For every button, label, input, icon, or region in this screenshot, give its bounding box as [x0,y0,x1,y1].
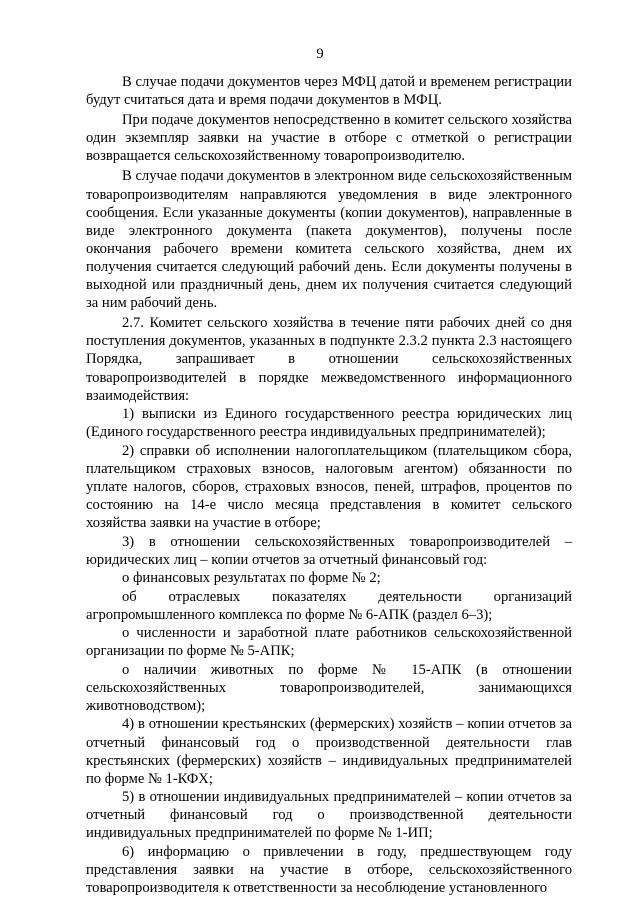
paragraph-mfc-registration: В случае подачи документов через МФЦ датой и временем регистрации будут считаться дата и время подачи документов в МФЦ. [86,74,572,109]
list-item-6: 6) информацию о привлечении в году, предшествующем году представления заявки на участие в отборе, сельскохозяйственного товаропроизводителя к ответственности за несоблюдение установленного [86,843,572,897]
page-number: 9 [316,46,324,62]
list-item-3: 3) в отношении сельскохозяйственных товаропроизводителей – юридических лиц – копии отчетов за отчетный финансовый год: [86,533,572,568]
list-item-5: 5) в отношении индивидуальных предпринимателей – копии отчетов за отчетный финансовый год о производственной деятельности индивидуальных предпринимателей по форме № 1-ИП; [86,789,572,842]
sub-item-form-15-apk: о наличии животных по форме № 15-АПК (в отношении сельскохозяйственных товаропроизводителей, занимающихся животноводством); [86,661,572,714]
sub-item-form-5-apk: о численности и заработной плате работников сельскохозяйственной организации по форме № 5-АПК; [86,625,572,660]
sub-item-form-2: о финансовых результатах по форме № 2; [122,570,381,587]
paragraph-2-7: 2.7. Комитет сельского хозяйства в течение пяти рабочих дней со дня поступления документов, указанных в подпункте 2.3.2 пункта 2.3 настоящего Порядка, запрашивает в отношении сельскохозяйственных товаропроизводителей в порядке межведомственного информационного взаимодействия: [86,315,572,404]
document-body [86,73,572,898]
list-item-2: 2) справки об исполнении налогоплательщиком (плательщиком сбора, плательщиком страховых взносов, налоговым агентом) обязанности по уплате налогов, сборов, страховых взносов, пеней, штрафов, процентов по состоянию на 14-е число месяца представления в комитет сельского хозяйства заявки на участие в отборе; [86,442,572,532]
paragraph-direct-submission: При подаче документов непосредственно в комитет сельского хозяйства один экземпляр заявки на участие в отборе с отметкой о регистрации возвращается сельскохозяйственному товаропроизводителю. [86,112,572,165]
list-item-4: 4) в отношении крестьянских (фермерских) хозяйств – копии отчетов за отчетный финансовый год о производственной деятельности глав крестьянских (фермерских) хозяйств – индивидуальных предпринимателей по форме № 1-КФХ; [86,716,572,787]
paragraph-electronic-submission: В случае подачи документов в электронном виде сельскохозяйственным товаропроизводителям направляются уведомления в виде электронного сообщения. Если указанные документы (копии документов), направленные в виде электронного документа (пакета документов), получены после окончания рабочего времени комитета сельского хозяйства, днем их получения считается следующий рабочий день. Если документы получены в выходной или праздничный день, днем их получения считается следующий за ним рабочий день. [86,168,572,312]
list-item-1: 1) выписки из Единого государственного реестра юридических лиц (Единого государственного реестра индивидуальных предпринимателей); [86,406,572,441]
sub-item-form-6-apk: об отраслевых показателях деятельности организаций агропромышленного комплекса по форме № 6-АПК (раздел 6–3); [86,588,572,623]
